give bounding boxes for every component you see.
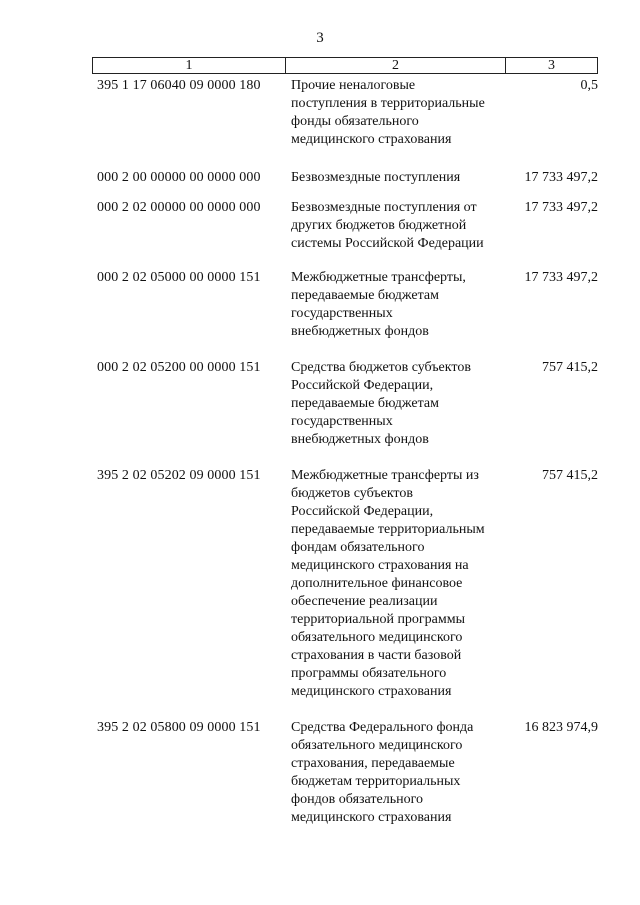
name-line: обязательного медицинского bbox=[291, 630, 463, 645]
name-line: Прочие неналоговые bbox=[291, 78, 416, 93]
name-line: дополнительное финансовое bbox=[291, 576, 463, 591]
name-line: поступления в территориальные bbox=[291, 96, 485, 111]
table-row bbox=[92, 199, 598, 253]
name-line: Безвозмездные поступления от bbox=[291, 200, 477, 215]
name-line: обязательного медицинского bbox=[291, 738, 463, 753]
income-name bbox=[285, 169, 505, 187]
budget-code: 000 2 02 05200 00 0000 151 bbox=[97, 360, 261, 375]
income-name bbox=[285, 269, 505, 341]
name-line: территориальной программы bbox=[291, 612, 466, 627]
name-line: внебюджетных фондов bbox=[291, 432, 429, 447]
table-body bbox=[92, 77, 598, 827]
name-line: фондов обязательного bbox=[291, 792, 423, 807]
name-line: государственных bbox=[291, 306, 393, 321]
header-col-2: 2 bbox=[286, 58, 506, 73]
name-line: Российской Федерации, bbox=[291, 378, 434, 393]
table-row bbox=[92, 719, 598, 827]
name-line: Безвозмездные поступления bbox=[291, 170, 461, 185]
budget-code: 395 1 17 06040 09 0000 180 bbox=[97, 78, 261, 93]
budget-code: 395 2 02 05202 09 0000 151 bbox=[97, 468, 261, 483]
name-line: Средства Федерального фонда bbox=[291, 720, 474, 735]
name-line: передаваемые бюджетам bbox=[291, 396, 439, 411]
budget-code: 000 2 02 00000 00 0000 000 bbox=[97, 200, 261, 215]
name-line: медицинского страхования на bbox=[291, 558, 469, 573]
amount: 757 415,2 bbox=[542, 468, 598, 483]
budget-code: 395 2 02 05800 09 0000 151 bbox=[97, 720, 261, 735]
name-line: страхования в части базовой bbox=[291, 648, 462, 663]
table-row bbox=[92, 269, 598, 341]
income-name bbox=[285, 77, 505, 149]
name-line: медицинского страхования bbox=[291, 810, 452, 825]
income-name bbox=[285, 359, 505, 449]
name-line: страхования, передаваемые bbox=[291, 756, 455, 771]
income-name bbox=[285, 199, 505, 253]
name-line: Российской Федерации, bbox=[291, 504, 434, 519]
name-line: Межбюджетные трансферты из bbox=[291, 468, 479, 483]
table-row bbox=[92, 77, 598, 149]
header-col-3: 3 bbox=[548, 58, 555, 73]
budget-code: 000 2 02 05000 00 0000 151 bbox=[97, 270, 261, 285]
name-line: системы Российской Федерации bbox=[291, 236, 484, 251]
name-line: Межбюджетные трансферты, bbox=[291, 270, 466, 285]
header-col-1: 1 bbox=[93, 58, 286, 73]
table-row bbox=[92, 169, 598, 187]
name-line: бюджетам территориальных bbox=[291, 774, 461, 789]
name-line: Средства бюджетов субъектов bbox=[291, 360, 471, 375]
name-line: бюджетов субъектов bbox=[291, 486, 413, 501]
income-name bbox=[285, 467, 505, 701]
name-line: программы обязательного bbox=[291, 666, 447, 681]
amount: 757 415,2 bbox=[542, 360, 598, 375]
name-line: других бюджетов бюджетной bbox=[291, 218, 467, 233]
table-header bbox=[92, 57, 598, 74]
name-line: передаваемые бюджетам bbox=[291, 288, 439, 303]
page-number: 3 bbox=[316, 30, 324, 46]
table-row bbox=[92, 467, 598, 701]
amount: 17 733 497,2 bbox=[524, 270, 598, 285]
name-line: государственных bbox=[291, 414, 393, 429]
name-line: медицинского страхования bbox=[291, 684, 452, 699]
income-name bbox=[285, 719, 505, 827]
name-line: передаваемые территориальным bbox=[291, 522, 485, 537]
name-line: медицинского страхования bbox=[291, 132, 452, 147]
name-line: внебюджетных фондов bbox=[291, 324, 429, 339]
amount: 17 733 497,2 bbox=[524, 200, 598, 215]
amount: 0,5 bbox=[580, 78, 598, 93]
name-line: обеспечение реализации bbox=[291, 594, 438, 609]
table-row bbox=[92, 359, 598, 449]
amount: 16 823 974,9 bbox=[524, 720, 598, 735]
budget-code: 000 2 00 00000 00 0000 000 bbox=[97, 170, 261, 185]
name-line: фондам обязательного bbox=[291, 540, 425, 555]
amount: 17 733 497,2 bbox=[524, 170, 598, 185]
name-line: фонды обязательного bbox=[291, 114, 419, 129]
